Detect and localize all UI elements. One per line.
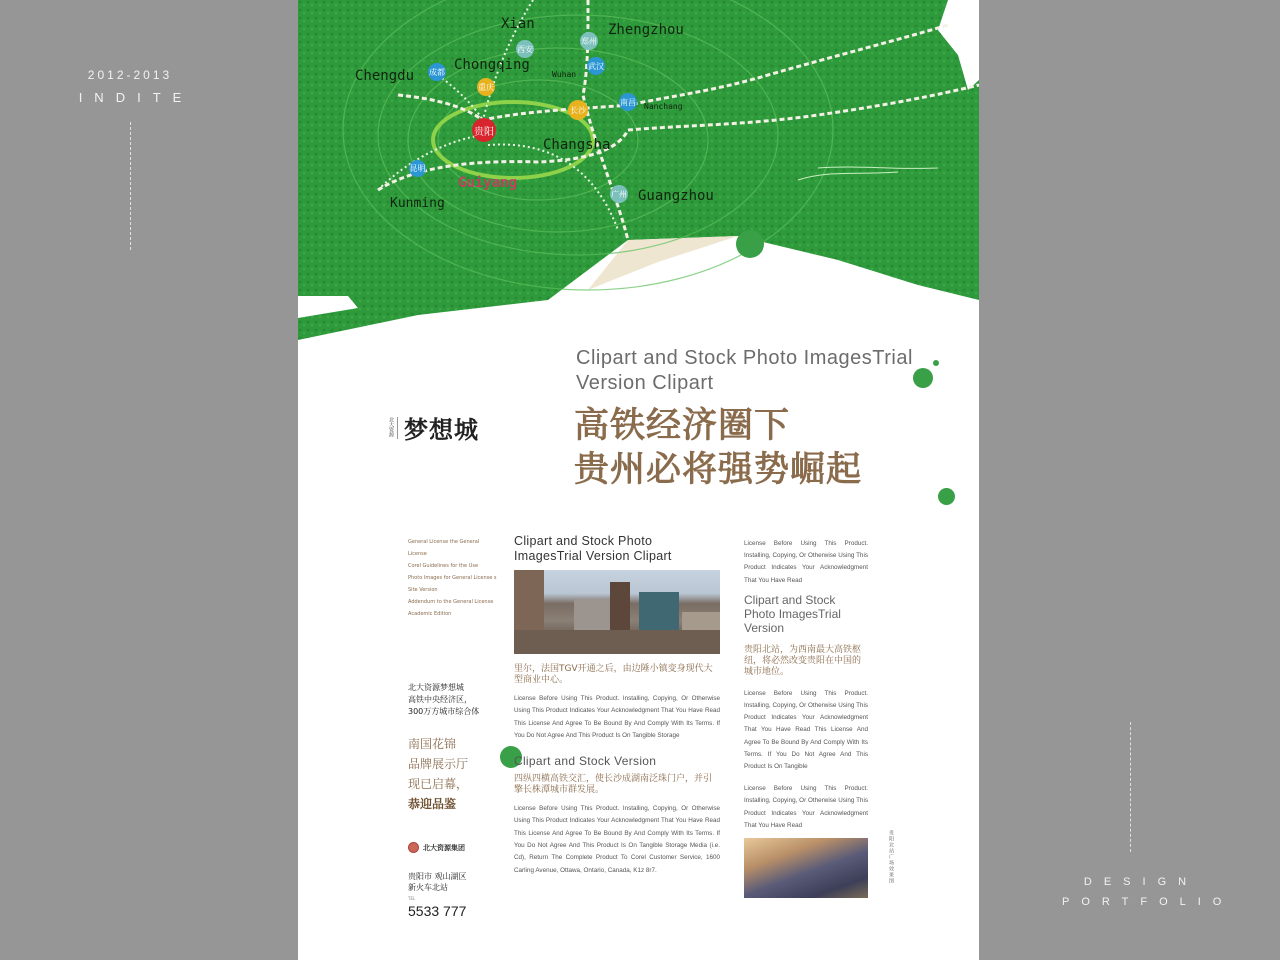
project-intro [408,682,498,718]
node-guiyang-hub: 贵阳 [472,118,496,142]
license-line: Corel Guidelines for the Use [408,563,479,569]
license-line: Addendum to the General License [408,599,494,605]
body-text: License Before Using This Product. Installing, Copying, Or Otherwise Using This Product Indicates Your Acknowledgment That You Have Read This License And Agree To Be Bound By And Comply With Its Terms. If You Do Not Agree And This Product Is On Tangible Storage Media (i.e. Cd), Return The Complete Product To Corel Customer Service, 1600 Carling Avenue, Ottawa, Ontario, Canada, K1z 8r7. [514,805,720,874]
license-line: Photo Images for General License s [408,575,497,581]
body-text: License Before Using This Product. Installing, Copying, Or Otherwise Using This Product Indicates Your Acknowledgment That You Have Read This License And Agree To Be Bound By And Comply With Its Terms. If You Do Not Agree And This Product Is On Tangible Storage [514,695,720,739]
changsha-paragraph: 四纵四横高铁交汇，使长沙成湖南泛珠门户，并引擎长株潭城市群发展。 [514,774,713,796]
left-margin [60,68,200,105]
brand-tag: 北大资源 [388,417,398,439]
brand-logo [388,410,479,445]
node-chongqing: 重庆 [477,78,495,96]
label-guiyang: Guiyang [458,175,518,191]
column-title: Clipart and Stock Photo ImagesTrial Version [744,592,841,635]
address [408,871,498,893]
node-nanchang: 南昌 [619,93,637,111]
node-kunming: 昆明 [409,160,426,177]
portfolio-name: INDITE [78,90,194,105]
decor-dot [933,360,939,366]
portfolio-years: 2012-2013 [87,68,173,82]
slogan-line: 现已启幕， [408,777,469,791]
slogan [408,734,498,814]
sidebar-column [408,536,498,919]
lille-paragraph: 里尔，法国TGV开通之后，由边陲小镇变身现代大型商业中心。 [514,664,713,685]
slogan-line: 南国花锦 [408,737,457,751]
body-text: License Before Using This Product. Installing, Copying, Or Otherwise Using This Product Indicates Your Acknowledgment That You Have Read This License And Agree To Be Bound By And Comply With Its Terms. If You Do Not Agree And This Product Is On Tangible [744,689,868,771]
body-text: License Before Using This Product. Installing, Copying, Or Otherwise Using This Product Indicates Your Acknowledgment That You Have Read [744,785,868,829]
label-chongqing: Chongqing [454,57,530,73]
intro-line: 300万方城市综合体 [408,707,480,716]
label-guangzhou: Guangzhou [638,188,714,204]
developer-name: 北大资源集团 [423,843,465,852]
tel-label: TEL [408,896,416,901]
guiyang-north-paragraph: 贵阳北站，为西南最大高铁枢纽，将必然改变贵阳在中国的城市地位。 [744,644,862,677]
node-wuhan: 武汉 [587,57,605,75]
rail-network-map [298,0,979,360]
right-margin [1050,876,1234,916]
license-line: Site Version [408,587,438,593]
article-title: Clipart and Stock Photo ImagesTrial Version Clipart [514,534,672,563]
poster-page [298,0,979,960]
license-line: Academic Edition [408,611,452,617]
label-kunming: Kunming [390,196,445,211]
decor-dot [913,368,933,388]
main-column [514,534,720,877]
slogan-line: 恭迎品鉴 [408,797,457,811]
phone-number: 5533 777 [408,903,467,919]
brand-name: 梦想城 [404,416,479,444]
node-xian: 西安 [516,40,534,58]
right-dashed-divider [1130,722,1132,852]
label-chengdu: Chengdu [355,68,415,84]
node-guangzhou: 广州 [610,185,628,203]
license-line: General License the General License [408,539,480,557]
license-notes [408,536,498,620]
headline-english: Clipart and Stock Photo ImagesTrial Version Clipart [576,347,913,394]
portfolio-label: PORTFOLIO [1062,896,1234,908]
seal-icon [408,842,419,853]
headline-cn-line2: 贵州必将强势崛起 [574,450,863,490]
intro-line: 高铁中央经济区， [408,695,472,704]
address-line: 贵阳市 观山湖区 [408,872,467,881]
image-caption-vertical: 贵阳北站广场效果图 [888,830,894,884]
address-line: 新火车北站 [408,883,448,892]
label-wuhan: Wuhan [552,70,577,79]
label-xian: Xian [501,16,535,32]
node-chengdu: 成都 [428,63,446,81]
headline-cn-line1: 高铁经济圈下 [574,406,791,446]
slogan-line: 品牌展示厅 [408,757,469,771]
label-zhengzhou: Zhengzhou [608,22,684,38]
headline-chinese [574,404,862,492]
developer-logo [408,842,498,853]
section-subtitle: Clipart and Stock Version [514,754,657,769]
label-changsha: Changsha [543,137,611,153]
decor-dot [736,230,764,258]
left-dashed-divider [130,122,132,250]
intro-line: 北大资源梦想城 [408,683,464,692]
node-changsha: 长沙 [568,100,588,120]
station-rendering-photo [744,838,868,898]
decor-dot [938,488,955,505]
map-graphic [298,0,979,360]
design-label: DESIGN [1083,876,1199,888]
label-nanchang: Nanchang [644,102,683,111]
node-zhengzhou: 郑州 [580,32,598,50]
body-text: License Before Using This Product. Installing, Copying, Or Otherwise Using This Product Indicates Your Acknowledgment That You Have Read [744,540,868,584]
right-column [744,538,868,898]
city-rail-photo [514,570,720,654]
